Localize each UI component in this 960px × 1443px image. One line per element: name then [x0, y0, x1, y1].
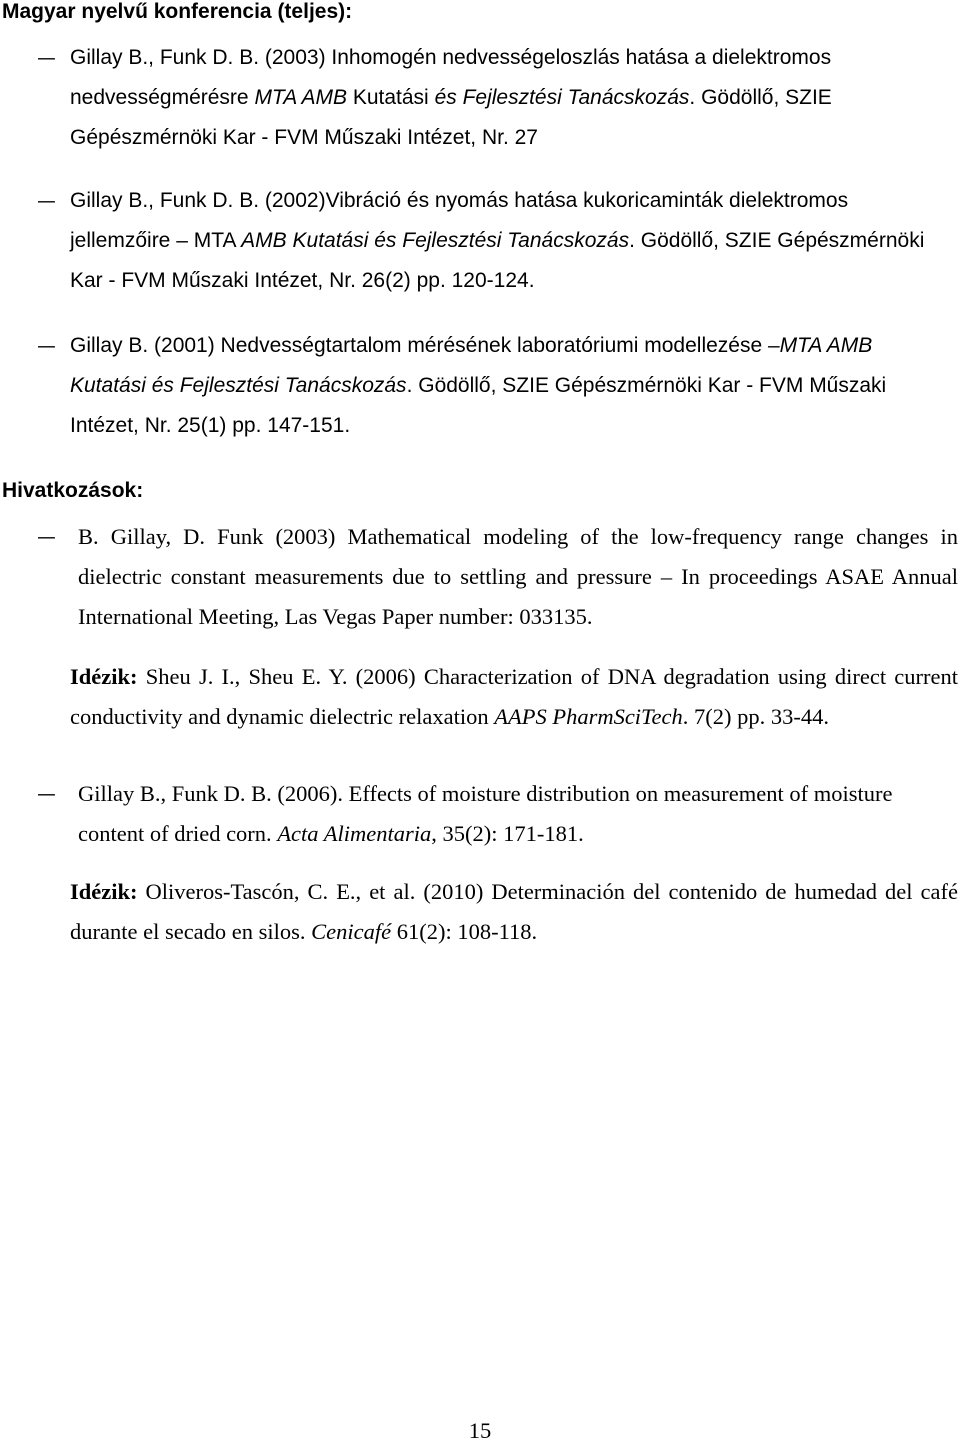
text-segment: durante el secado en silos. — [70, 919, 312, 944]
italic-title-text: Cenicafé — [311, 919, 392, 944]
conference-entry — [0, 326, 960, 446]
text-segment: Gillay B. (2001) Nedvességtartalom mérésének laboratóriumi modellezése — [70, 334, 768, 357]
italic-title-text: MTA AMB — [254, 86, 347, 109]
text-line — [70, 912, 958, 952]
entry-text — [70, 326, 950, 446]
text-segment: . Gödöllő, SZIE Gépészmérnöki — [629, 229, 925, 252]
cited-by-entry — [0, 872, 960, 952]
text-segment: Gépészmérnöki Kar - FVM Műszaki Intézet, Nr. 27 — [70, 126, 538, 149]
text-line — [70, 261, 950, 301]
text-segment: content of dried corn. — [78, 821, 278, 846]
section-heading-citations: Hivatkozások: — [2, 479, 144, 502]
text-line — [70, 872, 958, 912]
conference-entry — [0, 181, 960, 301]
text-line — [70, 406, 950, 446]
italic-title-text: –MTA AMB — [767, 334, 873, 357]
text-line — [70, 657, 958, 697]
dash-bullet: – — [38, 334, 55, 357]
cited-by-entry — [0, 657, 960, 737]
text-line — [70, 697, 958, 737]
text-line — [78, 517, 958, 557]
cited-by-label: Idézik: — [70, 664, 138, 689]
text-line — [78, 774, 958, 814]
text-line — [78, 597, 958, 637]
text-segment: Sheu J. I., Sheu E. Y. (2006) Characterization of DNA degradation using direct current — [137, 664, 958, 689]
text-segment: conductivity and dynamic dielectric relaxation — [70, 704, 495, 729]
italic-title-text: AMB Kutatási és Fejlesztési Tanácskozás — [241, 229, 630, 252]
text-segment: Intézet, Nr. 25(1) pp. 147-151. — [70, 414, 351, 437]
text-segment: B. Gillay, D. Funk (2003) Mathematical modeling of the low-frequency range changes in — [78, 524, 958, 549]
text-segment: Oliveros-Tascón, C. E., et al. (2010) Determinación del contenido de humedad del café — [137, 879, 958, 904]
section-heading-conference: Magyar nyelvű konferencia (teljes): — [2, 0, 353, 23]
dash-bullet: – — [38, 46, 55, 69]
page-number: 15 — [468, 1418, 492, 1443]
entry-text — [70, 38, 950, 158]
text-segment: Gillay B., Funk D. B. (2002)Vibráció és nyomás hatása kukoricaminták dielektromos — [70, 189, 849, 212]
italic-title-text: Kutatási és Fejlesztési Tanácskozás — [70, 374, 407, 397]
text-line — [70, 366, 950, 406]
text-segment: nedvességmérésre — [70, 86, 255, 109]
entry-text — [78, 517, 958, 637]
dash-bullet: – — [38, 525, 55, 548]
text-line — [78, 814, 958, 854]
italic-title-text: és Fejlesztési Tanácskozás — [434, 86, 690, 109]
text-segment: , 35(2): 171-181. — [431, 821, 584, 846]
text-segment: Kutatási — [347, 86, 435, 109]
text-line — [70, 326, 950, 366]
text-segment: . Gödöllő, SZIE — [689, 86, 832, 109]
text-segment: International Meeting, Las Vegas Paper number: 033135. — [78, 604, 593, 629]
text-segment: Gillay B., Funk D. B. (2006). Effects of moisture distribution on measurement of moisture — [78, 781, 893, 806]
cited-by-label: Idézik: — [70, 879, 138, 904]
dash-bullet: – — [38, 189, 55, 212]
text-segment: . 7(2) pp. 33-44. — [682, 704, 829, 729]
cited-by-text — [70, 872, 958, 952]
text-segment: dielectric constant measurements due to settling and pressure – In proceedings ASAE Annual — [78, 564, 958, 589]
citation-entry — [0, 517, 960, 637]
dash-bullet: – — [38, 782, 55, 805]
italic-title-text: AAPS PharmSciTech — [494, 704, 683, 729]
text-segment: Kar - FVM Műszaki Intézet, Nr. 26(2) pp. 120-124. — [70, 269, 535, 292]
text-line — [70, 78, 950, 118]
text-line — [70, 181, 950, 221]
text-segment: . Gödöllő, SZIE Gépészmérnöki Kar - FVM Műszaki — [406, 374, 887, 397]
text-line — [78, 557, 958, 597]
entry-text — [78, 774, 958, 854]
cited-by-text — [70, 657, 958, 737]
conference-entry — [0, 38, 960, 158]
text-line — [70, 118, 950, 158]
italic-title-text: Acta Alimentaria — [277, 821, 432, 846]
text-line — [70, 38, 950, 78]
text-segment: Gillay B., Funk D. B. (2003) Inhomogén nedvességeloszlás hatása a dielektromos — [70, 46, 832, 69]
entry-text — [70, 181, 950, 301]
text-segment: 61(2): 108-118. — [391, 919, 538, 944]
citation-entry — [0, 774, 960, 854]
text-segment: jellemzőire – MTA — [70, 229, 242, 252]
text-line — [70, 221, 950, 261]
